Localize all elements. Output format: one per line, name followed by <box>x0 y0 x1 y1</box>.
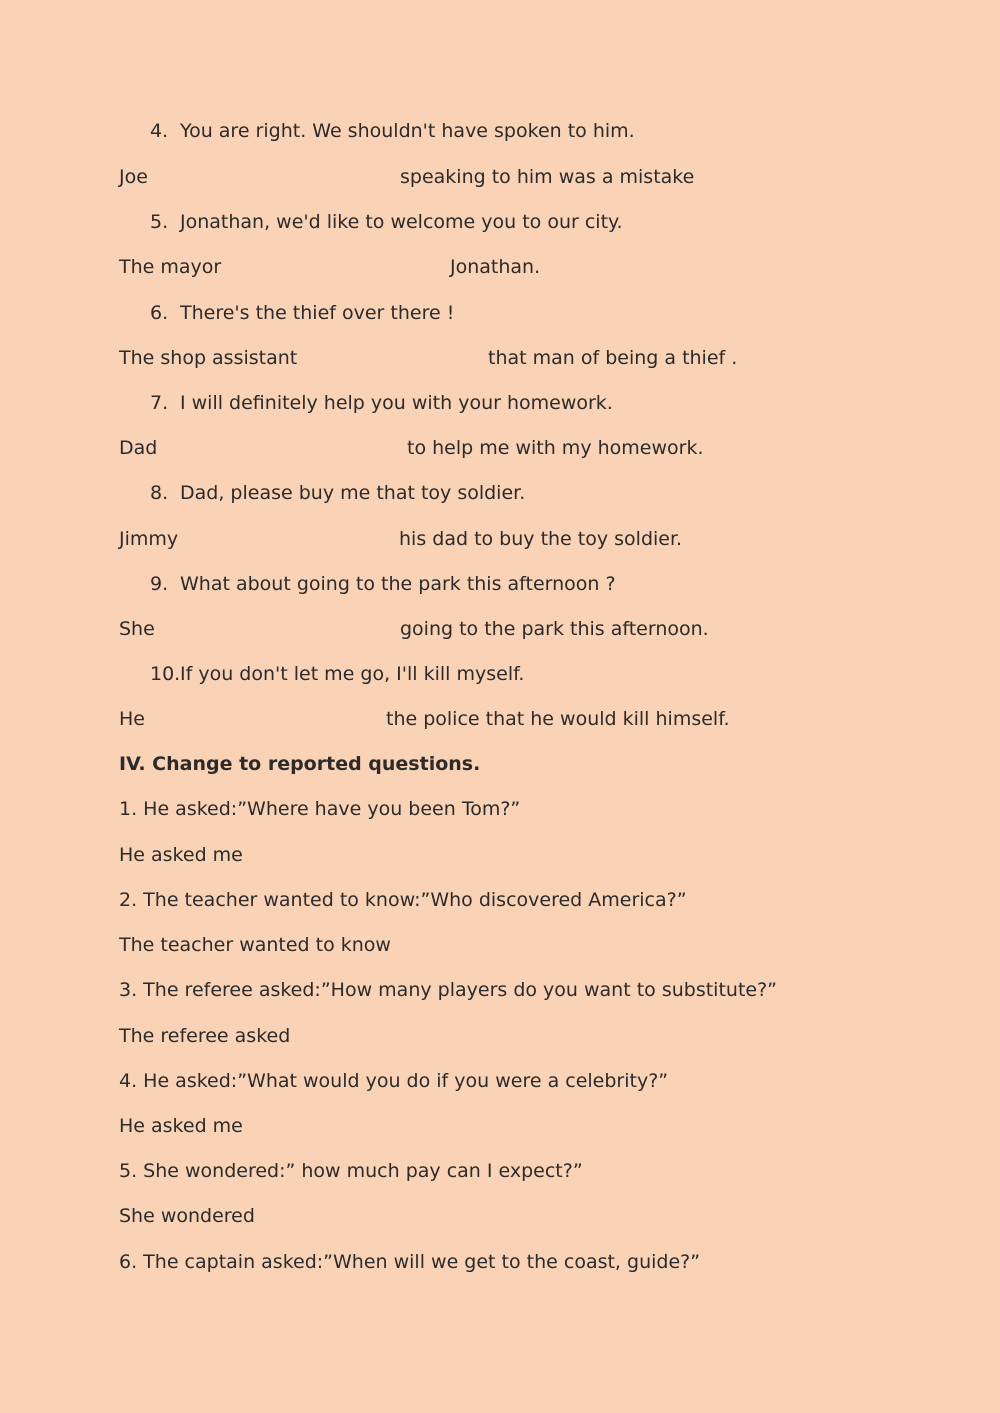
question-4: 4. He asked:”What would you do if you were a celebrity?” <box>119 1070 669 1092</box>
prompt-text: There's the thief over there ! <box>180 302 455 324</box>
item-9-subject: She <box>119 618 155 640</box>
answer-5-start: She wondered <box>119 1205 255 1227</box>
section-heading: IV. Change to reported questions. <box>119 753 481 775</box>
prompt-text: If you don't let me go, I'll kill myself. <box>180 663 525 685</box>
item-10-tail: the police that he would kill himself. <box>386 708 730 730</box>
item-9-prompt <box>150 572 616 596</box>
item-4-prompt <box>150 119 635 143</box>
item-10-prompt <box>150 662 524 686</box>
item-number: 10. <box>150 663 181 685</box>
item-5-subject: The mayor <box>119 256 222 278</box>
item-number: 7. <box>150 392 169 414</box>
prompt-text: What about going to the park this afternoon ? <box>180 573 616 595</box>
item-6-subject: The shop assistant <box>119 347 298 369</box>
question-2: 2. The teacher wanted to know:”Who discovered America?” <box>119 889 687 911</box>
prompt-text: I will definitely help you with your homework. <box>180 392 613 414</box>
prompt-text: Jonathan, we'd like to welcome you to our city. <box>180 211 623 233</box>
item-10-subject: He <box>119 708 145 730</box>
item-7-prompt <box>150 391 613 415</box>
item-number: 9. <box>150 573 169 595</box>
item-7-tail: to help me with my homework. <box>407 437 704 459</box>
answer-1-start: He asked me <box>119 844 243 866</box>
item-number: 8. <box>150 482 169 504</box>
question-5: 5. She wondered:” how much pay can I expect?” <box>119 1160 583 1182</box>
item-8-tail: his dad to buy the toy soldier. <box>399 528 683 550</box>
prompt-text: You are right. We shouldn't have spoken to him. <box>180 120 635 142</box>
item-6-tail: that man of being a thief . <box>488 347 738 369</box>
item-number: 5. <box>150 211 169 233</box>
answer-2-start: The teacher wanted to know <box>119 934 391 956</box>
answer-3-start: The referee asked <box>119 1025 291 1047</box>
item-6-prompt <box>150 301 454 325</box>
question-1: 1. He asked:”Where have you been Tom?” <box>119 798 521 820</box>
question-3: 3. The referee asked:”How many players do you want to substitute?” <box>119 979 778 1001</box>
item-4-subject: Joe <box>119 166 148 188</box>
item-8-prompt <box>150 481 525 505</box>
item-8-subject: Jimmy <box>119 528 179 550</box>
item-5-tail: Jonathan. <box>450 256 541 278</box>
item-5-prompt <box>150 210 623 234</box>
item-7-subject: Dad <box>119 437 158 459</box>
prompt-text: Dad, please buy me that toy soldier. <box>180 482 526 504</box>
item-number: 4. <box>150 120 169 142</box>
question-6: 6. The captain asked:”When will we get to the coast, guide?” <box>119 1251 701 1273</box>
answer-4-start: He asked me <box>119 1115 243 1137</box>
item-4-tail: speaking to him was a mistake <box>400 166 695 188</box>
item-9-tail: going to the park this afternoon. <box>400 618 709 640</box>
item-number: 6. <box>150 302 169 324</box>
